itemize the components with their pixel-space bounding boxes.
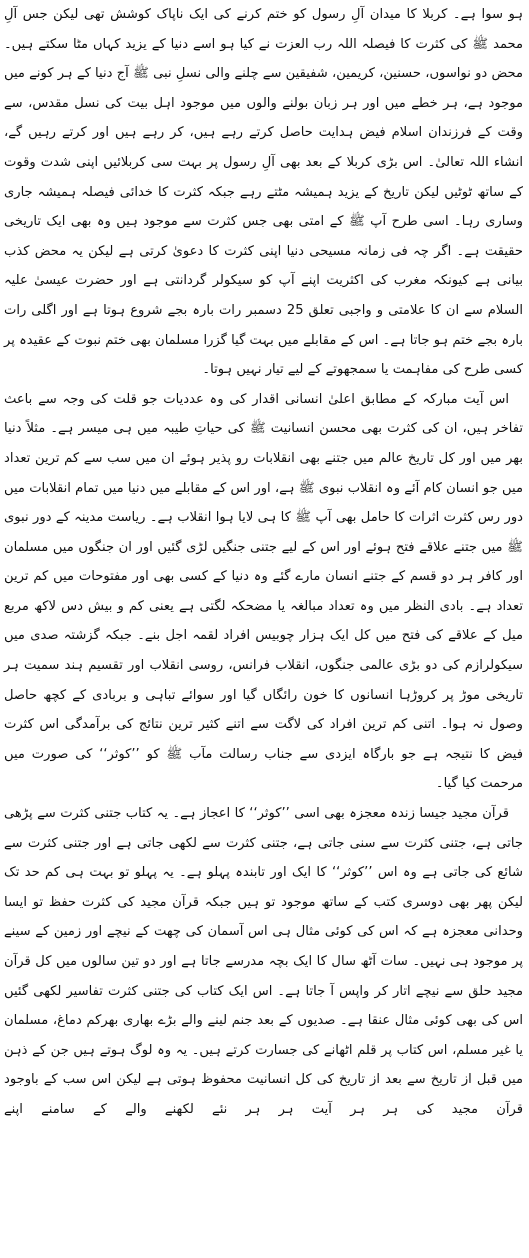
paragraph-2: اس آیت مبارکہ کے مطابق اعلیٰ انسانی اقدار کی وہ عددیات جو قلت کی وجہ سے باعث تفاخر ہیں، ان کی کثرت بھی محسن انسانیت ﷺ کی حیاتِ طیبہ میں ہی میسر ہے۔ مثلاً دنیا بھر میں اور کل تاریخ عالم میں جتنے بھی انقلابات رو پذیر ہوئے ان میں سب سے کم ترین تعداد میں جو انسان کام آئے وہ انقلاب نبوی ﷺ ہے، اور اس کے مقابلے میں دنیا میں تمام انقلابات میں دور رس کثرت اثرات کا حامل بھی آپ ﷺ کا ہی لایا ہوا انقلاب ہے۔ ریاست مدینہ کے دور نبوی ﷺ میں جتنے علاقے فتح ہوئے اور اس کے لیے جتنی جنگیں لڑی گئیں اور ان جنگوں میں مسلمان اور کافر ہر دو قسم کے جتنے انسان مارے گئے وہ دنیا کے کسی بھی اور مفتوحات میں کم ترین تعداد ہے۔ بادی النظر میں وہ تعداد مبالغہ یا مضحکہ لگتی ہے یعنی کم و بیش دس لاکھ مربع میل کے علاقے کی فتح میں کل ایک ہزار چوبیس افراد لقمہ اجل بنے۔ جبکہ گزشتہ صدی میں سیکولرازم کی دو بڑی عالمی جنگوں، انقلاب فرانس، روسی انقلاب اور تقسیم ہند سمیت ہر تاریخی موڑ پر کروڑہا انسانوں کا خون رائگاں گیا اور سوائے تباہی و بربادی کے کچھ حاصل وصول نہ ہوا۔ اتنی کم ترین افراد کی لاگت سے اتنے کثیر ترین نتائج کی برآمدگی اس کثرت فیض کا نتیجہ ہے جو بارگاہ ایزدی سے جناب رسالت مآب ﷺ کو ’’کوثر‘‘ کی صورت میں مرحمت کیا گیا۔: [4, 391, 523, 792]
paragraph-3: قرآن مجید جیسا زندہ معجزہ بھی اسی ’’کوثر‘‘ کا اعجاز ہے۔ یہ کتاب جتنی کثرت سے پڑھی جاتی ہے، جتنی کثرت سے سنی جاتی ہے، جتنی کثرت سے لکھی جاتی ہے اور جتنی کثرت سے شائع کی جاتی ہے وہ اس ’’کوثر‘‘ کا ایک اور تابندہ پہلو ہے۔ یہ پہلو تو بہت ہی کم حد تک لیکن پھر بھی دوسری کتب کے ساتھ موجود تو ہیں جبکہ قرآن مجید کی کثرت حفظ تو ایسا وحدانی معجزہ ہے کہ اس کی کوئی مثال ہی اس آسمان کی چھت کے نیچے اور زمین کے سینے پر موجود ہی نہیں۔ سات آٹھ سال کا ایک بچہ مدرسے جاتا ہے اور دو تین سالوں میں کل قرآن مجید حلق سے نیچے اتار کر واپس آ جاتا ہے۔ اس ایک کتاب کی جتنی کثرت تفاسیر لکھی گئیں اس کی بھی کوئی مثال عنقا ہے۔ صدیوں کے بعد جنم لینے والے بڑے بھاری بھرکم دماغ، مسلمان یا غیر مسلم، اس کتاب پر قلم اٹھانے کی جسارت کرتے ہیں۔ یہ وہ لوگ ہوتے ہیں جن کے ذہن میں قبل از تاریخ سے بعد از تاریخ کی کل انسانیت محفوظ ہوتی ہے لیکن اس سب کے باوجود قرآن مجید کی ہر ہر آیت ہر ہر نئے لکھنے والے کے سامنے اپنے: [4, 806, 523, 1117]
paragraph-1: ہو سوا ہے۔ کربلا کا میدان آلِ رسول کو ختم کرنے کی ایک ناپاک کوشش تھی لیکن جس آلِ محمد ﷺ کی کثرت کا فیصلہ اللہ رب العزت نے کیا ہو اسے دنیا کے یزید کہاں مٹا سکتے ہیں۔ محض دو نواسوں، حسنین، کریمین، شفیقین سے چلنے والی نسلِ نبی ﷺ آج دنیا کے ہر کونے میں موجود ہے، ہر خطے میں اور ہر زبان بولنے والوں میں موجود اہل بیت کی نسل مقدس، سے وقت کے فرزندان اسلام فیض ہدایت حاصل کرتے رہے ہیں، کر رہے ہیں اور کرتے رہیں گے، انشاء اللہ تعالیٰ۔ اس بڑی کربلا کے بعد بھی آلِ رسول پر بہت سی کربلائیں اپنی شدت وقوت کے ساتھ ٹوٹیں لیکن تاریخ کے یزید ہمیشہ مٹتے رہے جبکہ کثرت کا خدائی فیصلہ ہمیشہ جاری وساری رہا۔ اسی طرح آپ ﷺ کے امتی بھی جس کثرت سے موجود ہیں وہ بھی ایک تاریخی حقیقت ہے۔ اگر چہ فی زمانہ مسیحی دنیا اپنی کثرت کا دعویٰ کرتی ہے لیکن یہ محض کذب بیانی ہے کیونکہ مغرب کی اکثریت اپنے آپ کو سیکولر گردانتی ہے اور حضرت عیسیٰ علیہ السلام سے ان کا علامتی و واجبی تعلق 25 دسمبر رات بارہ بجے شروع ہوتا ہے اور اگلی رات بارہ بجے ختم ہو جاتا ہے۔ اس کے مقابلے میں بہت گیا گزرا مسلمان بھی ختم نبوت کے عقیدہ پر کسی طرح کی مفاہمت یا سمجھوتے کے لیے تیار نہیں ہوتا۔: [4, 7, 523, 378]
